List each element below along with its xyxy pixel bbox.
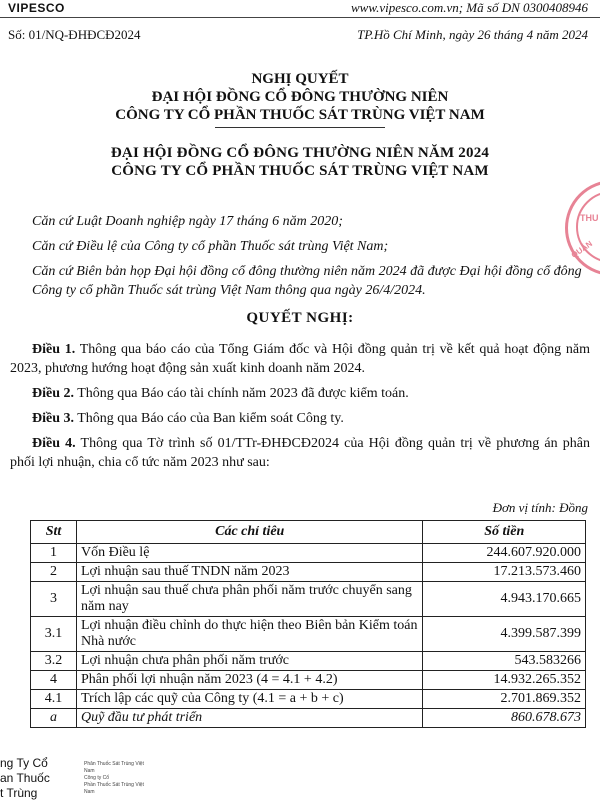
row-stt: 2	[31, 563, 77, 582]
row-amount: 4.399.587.399	[423, 617, 586, 652]
row-amount: 244.607.920.000	[423, 544, 586, 563]
article-text: Thông qua Báo cáo của Ban kiểm soát Công ty.	[74, 411, 344, 426]
document-number: Số: 01/NQ-ĐHĐCĐ2024	[8, 27, 141, 42]
row-amount: 860.678.673	[423, 709, 586, 728]
row-stt: 3	[31, 582, 77, 617]
article	[10, 384, 590, 403]
article-label: Điều 1.	[32, 342, 76, 357]
overlay-line: an Thuốc	[0, 771, 50, 785]
article	[10, 409, 590, 428]
title-line: CÔNG TY CỔ PHẦN THUỐC SÁT TRÙNG VIỆT NAM	[115, 107, 485, 123]
table-row	[31, 563, 586, 582]
company-brand: VIPESCO	[8, 1, 65, 15]
overlay-text-mid	[84, 761, 154, 795]
row-amount: 543.583266	[423, 652, 586, 671]
table-header-row	[31, 521, 586, 544]
overlay-line: Công ty Cổ	[84, 775, 110, 781]
place-date: TP.Hồ Chí Minh, ngày 26 tháng 4 năm 2024	[357, 27, 588, 42]
subtitle-line: ĐẠI HỘI ĐỒNG CỔ ĐÔNG THƯỜNG NIÊN NĂM 2024	[110, 145, 490, 161]
row-amount: 4.943.170.665	[423, 582, 586, 617]
row-item: Phân phối lợi nhuận năm 2023 (4 = 4.1 + 4.2)	[76, 671, 422, 690]
articles	[10, 340, 590, 478]
table-row	[31, 690, 586, 709]
article-text: Thông qua Báo cáo tài chính năm 2023 đã được kiểm toán.	[74, 386, 409, 401]
subtitle-line: CÔNG TY CỔ PHẦN THUỐC SÁT TRÙNG VIỆT NAM	[111, 163, 489, 179]
row-stt: 1	[31, 544, 77, 563]
row-amount: 14.932.265.352	[423, 671, 586, 690]
basis-item: Căn cứ Luật Doanh nghiệp ngày 17 tháng 6 năm 2020;	[32, 214, 343, 229]
row-item: Lợi nhuận điều chỉnh do thực hiện theo Biên bản Kiểm toán Nhà nước	[76, 617, 422, 652]
table-row	[31, 617, 586, 652]
article-label: Điều 3.	[32, 411, 74, 426]
title-line: ĐẠI HỘI ĐỒNG CỔ ĐÔNG THƯỜNG NIÊN	[151, 89, 449, 105]
table-row	[31, 709, 586, 728]
row-item: Lợi nhuận chưa phân phối năm trước	[76, 652, 422, 671]
article-label: Điều 4.	[32, 436, 76, 451]
column-header: Số tiền	[423, 521, 586, 544]
title-block	[0, 70, 600, 180]
article-label: Điều 2.	[32, 386, 74, 401]
row-item: Vốn Điều lệ	[76, 544, 422, 563]
article	[10, 434, 590, 472]
article-text: Thông qua báo cáo của Tổng Giám đốc và Hội đồng quản trị về kết quả hoạt động năm 2023, phương hướng hoạt động sản xuất kinh doanh năm 2024.	[10, 342, 590, 376]
overlay-line: ng Ty Cổ	[0, 756, 48, 770]
overlay-text-left	[0, 756, 62, 800]
title-divider	[215, 127, 385, 128]
table-row	[31, 582, 586, 617]
row-item: Lợi nhuận sau thuế TNDN năm 2023	[76, 563, 422, 582]
row-item: Lợi nhuận sau thuế chưa phân phối năm trước chuyển sang năm nay	[76, 582, 422, 617]
title-line: NGHỊ QUYẾT	[251, 71, 349, 87]
row-item: Trích lập các quỹ của Công ty (4.1 = a + b + c)	[76, 690, 422, 709]
row-stt: a	[31, 709, 77, 728]
row-item: Quỹ đầu tư phát triển	[76, 709, 422, 728]
overlay-line: Phân Thuốc Sát Trùng Việt Nam	[84, 761, 144, 774]
column-header: Stt	[31, 521, 77, 544]
table-row	[31, 671, 586, 690]
basis-item: Căn cứ Biên bản họp Đại hội đồng cổ đông thường niên năm 2024 đã được Đại hội đồng cổ đông Công ty cổ phần Thuốc sát trùng Việt Nam thông qua ngày 26/4/2024.	[32, 264, 582, 298]
profit-distribution-table	[30, 520, 586, 728]
seal-text: QUẬN	[569, 239, 595, 260]
decide-heading: QUYẾT NGHỊ:	[246, 310, 354, 326]
row-amount: 17.213.573.460	[423, 563, 586, 582]
website-tax-code: www.vipesco.com.vn; Mã số DN 0300408946	[351, 0, 588, 15]
overlay-line: t Trùng	[0, 786, 38, 800]
article	[10, 340, 590, 378]
basis-item: Căn cứ Điều lệ của Công ty cổ phần Thuốc sát trùng Việt Nam;	[32, 239, 389, 254]
row-amount: 2.701.869.352	[423, 690, 586, 709]
row-stt: 3.1	[31, 617, 77, 652]
legal-basis	[32, 212, 587, 306]
column-header: Các chỉ tiêu	[76, 521, 422, 544]
table-row	[31, 544, 586, 563]
row-stt: 4	[31, 671, 77, 690]
unit-note: Đơn vị tính: Đồng	[492, 500, 588, 515]
row-stt: 4.1	[31, 690, 77, 709]
article-text: Thông qua Tờ trình số 01/TTr-ĐHĐCĐ2024 của Hội đồng quản trị về phương án phân phối lợi nhuận, chia cổ tức năm 2023 như sau:	[10, 436, 590, 470]
table-row	[31, 652, 586, 671]
row-stt: 3.2	[31, 652, 77, 671]
overlay-line: Phần Thuốc Sát Trùng Việt Nam	[84, 782, 144, 795]
seal-text: THU	[580, 213, 599, 223]
document-header	[0, 0, 600, 18]
